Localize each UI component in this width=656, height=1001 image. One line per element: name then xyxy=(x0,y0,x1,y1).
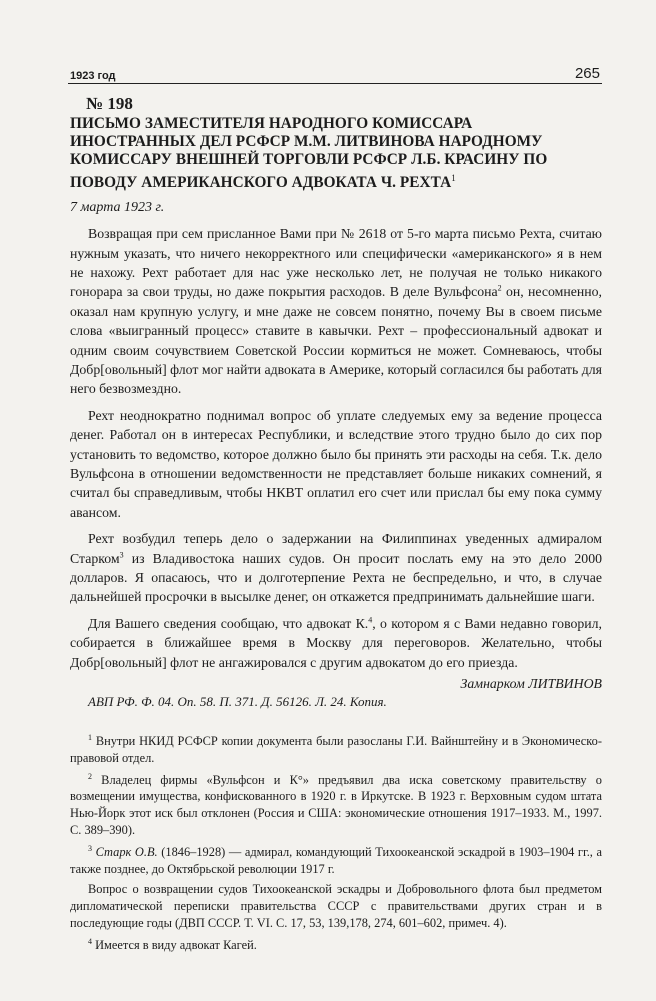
archive-reference: АВП РФ. Ф. 04. Оп. 58. П. 371. Д. 56126. Л. 24. Копия. xyxy=(88,694,387,710)
paragraph-4-text-a: Для Вашего сведения сообщаю, что адвокат К. xyxy=(88,615,369,631)
footnote-ref-4[interactable]: 4 xyxy=(368,615,373,625)
paragraph-3-text-b: из Владивостока наших судов. Он просит послать ему на это дело 2000 долларов. Я опасаюсь, что и долготерпение Рехта не беспредельно, и что, в случае дальнейшей просрочки в высылке денег, он откажется предпринимать дальнейшие шаги. xyxy=(70,550,602,605)
footnote-3-mark: 3 xyxy=(88,843,92,853)
paragraph-1 xyxy=(70,224,602,399)
footnote-ref-3[interactable]: 3 xyxy=(119,550,124,559)
document-title-text: ПИСЬМО ЗАМЕСТИТЕЛЯ НАРОДНОГО КОМИССАРА ИНОСТРАННЫХ ДЕЛ РСФСР М.М. ЛИТВИНОВА НАРОДНОМУ КОМИССАРУ ВНЕШНЕЙ ТОРГОВЛИ РСФСР Л.Б. КРАСИНУ ПО ПОВОДУ АМЕРИКАНСКОГО АДВОКАТА Ч. РЕХТА xyxy=(70,115,548,192)
footnote-3-name: Старк О.В. xyxy=(92,844,158,859)
paragraph-3 xyxy=(70,529,602,607)
footnote-1-text: Внутри НКИД РСФСР копии документа были разосланы Г.И. Вайнштейну и в Экономическо-правовой отдел. xyxy=(70,734,602,765)
footnote-4-text: Имеется в виду адвокат Кагей. xyxy=(92,937,257,952)
footnote-3-text: (1846–1928) — адмирал, командующий Тихоокеанской эскадрой в 1903–1904 гг., а также позднее, до Октябрьской революции 1917 г. xyxy=(70,844,602,876)
document-date: 7 марта 1923 г. xyxy=(70,200,165,216)
footnotes xyxy=(70,733,602,954)
paragraph-1-text-b: он, несомненно, оказал нам крупную услугу, и мне даже не совсем понятно, почему Вы в своем письме слова «выигранный процесс» ставите в кавычки. Рехт – профессиональный адвокат и одним своим сочувствием Советской России кормиться не может. Сомневаюсь, чтобы Добр[овольный] флот мог найти адвоката в Америке, который согласился бы работать для него безвозмездно. xyxy=(70,284,602,397)
document-title xyxy=(70,115,602,192)
signature: Замнарком ЛИТВИНОВ xyxy=(460,676,602,692)
letter-body xyxy=(70,224,602,672)
footnote-3-continuation: Вопрос о возвращении судов Тихоокеанской эскадры и Добровольного флота был предметом дипломатической переписки правительства СССР с правительствами других стран и в последующие годы (ДВП СССР. Т. VI. С. 17, 53, 139,178, 274, 601–602, примеч. 4). xyxy=(70,882,602,930)
page-number: 265 xyxy=(574,65,600,82)
footnote-2-mark: 2 xyxy=(88,771,92,781)
footnote-3 xyxy=(70,844,602,878)
document-content xyxy=(70,94,602,954)
paragraph-2: Рехт неоднократно поднимал вопрос об уплате следуемых ему за ведение процесса денег. Работал он в интересах Республики, и вследствие этого трудно было до сих пор установить то ведомство, которое должно было бы принять эти расходы на себя. Т.к. дело Вульфсона в отношении ведомственности не представляет больше никаких сомнений, я считал бы справедливым, чтобы НКВТ оплатил его счет или прислал бы ему пока сумму авансом. xyxy=(70,407,602,520)
document-number: № 198 xyxy=(86,94,133,113)
footnote-2 xyxy=(70,772,602,839)
footnote-4-mark: 4 xyxy=(88,936,92,946)
running-header-year: 1923 год xyxy=(70,70,116,82)
paragraph-4-text-b: , о котором я с Вами недавно говорил, собирается в ближайшее время в Москву для переговоров. Желательно, чтобы Добр[овольный] флот не ангажировался с другим адвокатом до его приезда. xyxy=(70,615,603,670)
running-header xyxy=(70,62,600,82)
paragraph-4 xyxy=(70,614,602,672)
paragraph-3-text-a: Рехт возбудил теперь дело о задержании на Филиппинах уведенных адмиралом Старком xyxy=(70,531,602,566)
footnote-4 xyxy=(70,937,602,954)
footnote-1-mark: 1 xyxy=(88,732,92,742)
paragraph-1-text-a: Возвращая при сем присланное Вами при № 2618 от 5-го марта письмо Рехта, считаю нужным указать, что ничего некорректного или специфически «американского» я в нем не нахожу. Рехт работает для нас уже несколько лет, не получая не только никакого гонорара за свои труды, но даже покрытия расходов. В деле Вульфсона xyxy=(70,226,602,300)
footnote-2-text: Владелец фирмы «Вульфсон и К°» предъявил два иска советскому правительству о возмещении имущества, конфискованного в 1920 г. в Иркутске. В 1923 г. Верховным судом штата Нью-Йорк этот иск был отклонен (Россия и США: экономические отношения 1917–1933. М., 1997. С. 389–390). xyxy=(70,772,602,838)
footnote-1 xyxy=(70,733,602,767)
footnote-ref-1[interactable]: 1 xyxy=(451,173,456,183)
footnote-ref-2[interactable]: 2 xyxy=(497,283,502,293)
header-rule xyxy=(68,83,602,84)
